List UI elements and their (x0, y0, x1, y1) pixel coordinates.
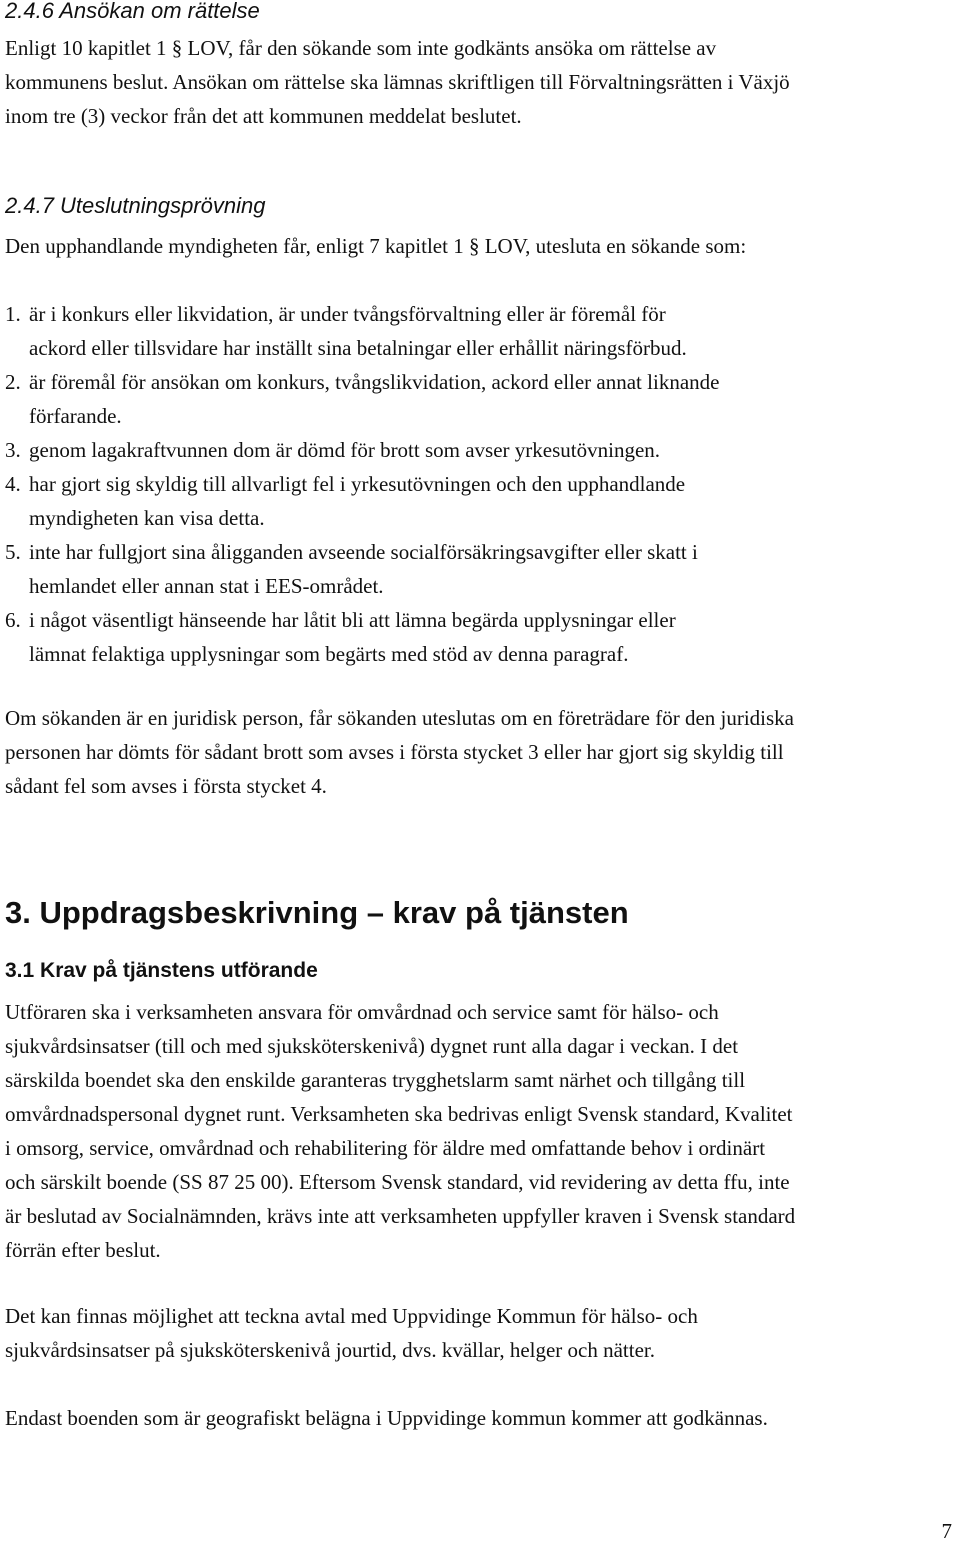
text-line: hemlandet eller annan stat i EES-området. (29, 574, 384, 598)
list-number: 3. (5, 438, 21, 462)
paragraph-boenden: Endast boenden som är geografiskt belägna i Uppvidinge kommun kommer att godkännas. (5, 1406, 768, 1430)
list-number: 2. (5, 370, 21, 394)
text-line: är beslutad av Socialnämnden, krävs inte att verksamheten uppfyller kraven i Svensk standard (5, 1204, 796, 1228)
list-number: 6. (5, 608, 21, 632)
text-line: inom tre (3) veckor från det att kommunen meddelat beslutet. (5, 104, 522, 128)
paragraph-juridisk-person (5, 701, 957, 803)
text-line: kommunens beslut. Ansökan om rättelse ska lämnas skriftligen till Förvaltningsrätten i Växjö (5, 70, 790, 94)
text-line: genom lagakraftvunnen dom är dömd för brott som avser yrkesutövningen. (29, 438, 661, 462)
paragraph-intro: Den upphandlande myndigheten får, enligt 7 kapitlet 1 § LOV, utesluta en sökande som: (5, 234, 747, 258)
text-line: i omsorg, service, omvårdnad och rehabilitering för äldre med omfattande behov i ordinärt (5, 1136, 766, 1160)
text-line: är i konkurs eller likvidation, är under tvångsförvaltning eller är föremål för (29, 302, 666, 326)
text-line: sjukvårdsinsatser på sjuksköterskenivå jourtid, dvs. kvällar, helger och nätter. (5, 1338, 656, 1362)
list-item (5, 297, 955, 365)
section-heading-3-1: 3.1 Krav på tjänstens utförande (5, 959, 318, 982)
text-line: inte har fullgjort sina åligganden avseende socialförsäkringsavgifter eller skatt i (29, 540, 698, 564)
exclusion-list (5, 297, 955, 671)
page-number: 7 (941, 1519, 952, 1543)
text-line: sjukvårdsinsatser (till och med sjuksköterskenivå) dygnet runt alla dagar i veckan. I det (5, 1034, 739, 1058)
paragraph-avtal (5, 1299, 957, 1367)
section-heading-2-4-7: 2.4.7 Uteslutningsprövning (5, 193, 266, 218)
list-item (5, 365, 955, 433)
text-line: i något väsentligt hänseende har låtit bli att lämna begärda upplysningar eller (29, 608, 676, 632)
list-item (5, 433, 955, 467)
text-line: förrän efter beslut. (5, 1238, 161, 1262)
text-line: Om sökanden är en juridisk person, får sökanden uteslutas om en företrädare för den juridiska (5, 706, 795, 730)
list-number: 5. (5, 540, 21, 564)
paragraph-rattelse (5, 31, 957, 133)
chapter-heading-3: 3. Uppdragsbeskrivning – krav på tjänsten (5, 895, 629, 930)
text-line: särskilda boendet ska den enskilde garanteras trygghetslarm samt närhet och tillgång till (5, 1068, 746, 1092)
section-heading-2-4-6: 2.4.6 Ansökan om rättelse (5, 0, 260, 23)
text-line: omvårdnadspersonal dygnet runt. Verksamheten ska bedrivas enligt Svensk standard, Kvalitet (5, 1102, 793, 1126)
list-item (5, 467, 955, 535)
paragraph-krav (5, 995, 957, 1267)
text-line: lämnat felaktiga upplysningar som begärts med stöd av denna paragraf. (29, 642, 629, 666)
text-line: är föremål för ansökan om konkurs, tvångslikvidation, ackord eller annat liknande (29, 370, 720, 394)
text-line: myndigheten kan visa detta. (29, 506, 265, 530)
text-line: sådant fel som avses i första stycket 4. (5, 774, 327, 798)
list-number: 4. (5, 472, 21, 496)
list-item (5, 603, 955, 671)
text-line: Utföraren ska i verksamheten ansvara för omvårdnad och service samt för hälso- och (5, 1000, 719, 1024)
text-line: Det kan finnas möjlighet att teckna avtal med Uppvidinge Kommun för hälso- och (5, 1304, 698, 1328)
text-line: personen har dömts för sådant brott som avses i första stycket 3 eller har gjort sig skyldig till (5, 740, 784, 764)
list-number: 1. (5, 302, 21, 326)
text-line: och särskilt boende (SS 87 25 00). Eftersom Svensk standard, vid revidering av detta ffu, inte (5, 1170, 790, 1194)
text-line: har gjort sig skyldig till allvarligt fel i yrkesutövningen och den upphandlande (29, 472, 686, 496)
text-line: ackord eller tillsvidare har inställt sina betalningar eller erhållit näringsförbud. (29, 336, 687, 360)
list-item (5, 535, 955, 603)
text-line: förfarande. (29, 404, 122, 428)
text-line: Enligt 10 kapitlet 1 § LOV, får den sökande som inte godkänts ansöka om rättelse av (5, 36, 717, 60)
